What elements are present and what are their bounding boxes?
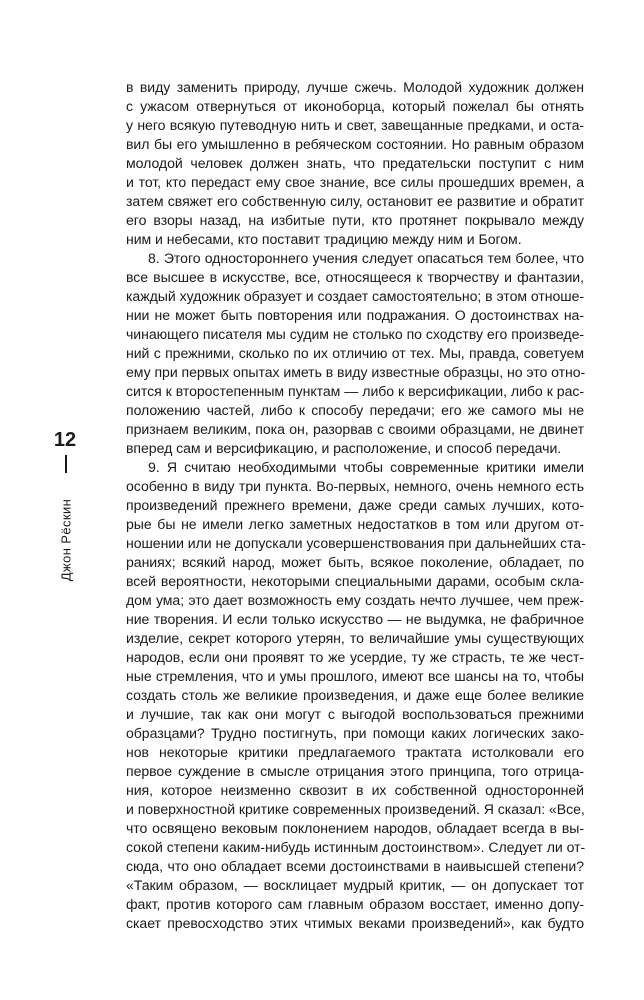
text-line: и тот, кто передаст ему свое знание, все силы прошедших времен, а: [126, 174, 584, 190]
text-line: ние творения. И если только искусство — не выдумка, не фабричное: [126, 611, 584, 627]
text-line: особенно в виду три пункта. Во-первых, немного, очень немного есть: [126, 478, 584, 494]
text-line: каждый художник образует и создает самостоятельно; в этом отноше-: [126, 288, 584, 304]
text-line: скает превосходство этих чтимых веками произведений», как будто: [126, 915, 584, 931]
text-line: и лучшие, так как они могут с выгодой воспользоваться прежними: [126, 706, 584, 722]
text-line: в виду заменить природу, лучше сжечь. Молодой художник должен: [126, 79, 584, 95]
text-line: ния, которое неизменно сквозит в их собственной односторонней: [126, 782, 584, 798]
margin-column: [46, 428, 86, 582]
text-line: раниях; всякий народ, может быть, всякое поколение, обладает, по: [126, 554, 584, 570]
text-line: вперед сам и версификацию, и расположение, и способ передачи.: [126, 440, 562, 456]
text-line: его взоры назад, на избитые пути, кто протянет покрывало между: [126, 212, 584, 228]
text-line: затем свяжет его собственную силу, остановит ее развитие и обратит: [126, 193, 584, 209]
text-line: нов некоторые критики предлагаемого трактата истолковали его: [126, 744, 584, 760]
text-line: положению частей, либо к способу передачи; его же самого мы не: [126, 402, 584, 418]
text-line: изделие, секрет которого утерян, то величайшие умы существующих: [126, 630, 584, 646]
text-line: произведений прежнего времени, даже среди самых лучших, кото-: [126, 497, 584, 513]
text-line: ему при первых опытах иметь в виду известные образцы, но это отно-: [126, 364, 586, 380]
text-line: всей вероятности, некоторыми специальными дарами, особым скла-: [126, 573, 584, 589]
text-line: у него всякую путеводную нить и свет, завещанные предками, и оста-: [126, 117, 584, 133]
paragraph-start: 9. Я считаю необходимыми чтобы современные критики имели: [148, 459, 584, 475]
text-line: образцами? Трудно постигнуть, при помощи каких логических зако-: [126, 725, 584, 741]
text-line: с ужасом отвернуться от иконоборца, который пожелал бы отнять: [126, 98, 584, 114]
text-line: признаем великим, пока он, разорвав с своими образцами, не двинет: [126, 421, 584, 437]
text-line: чинающего писателя мы судим не столько по сходству его произведе-: [126, 326, 584, 342]
text-line: ний с прежними, сколько по их отличию от тех. Мы, правда, советуем: [126, 345, 584, 361]
text-line: молодой человек должен знать, что предательски поступит с ним: [126, 155, 584, 171]
text-line: дом ума; это дает возможность ему создать нечто лучшее, чем преж-: [126, 592, 584, 608]
text-line: все высшее в искусстве, все, относящееся к творчеству и фантазии,: [126, 269, 584, 285]
text-line: и поверхностной критике современных произведений. Я сказал: «Все,: [126, 801, 585, 817]
text-line: сокой степени каким-нибудь истинным достоинством». Следует ли от-: [126, 839, 586, 855]
text-line: что освящено вековым поклонением народов, обладает всегда в вы-: [126, 820, 584, 836]
page-number: 12: [53, 429, 77, 451]
text-line: создать столь же великие произведения, и даже еще более великие: [126, 687, 584, 703]
text-line: первое суждение в смысле отрицания этого принципа, того отрица-: [126, 763, 584, 779]
running-head-author: Джон Рёскин: [58, 498, 74, 582]
text-line: «Таким образом, — восклицает мудрый критик, — он допускает тот: [126, 877, 584, 893]
text-line: факт, против которого сам главным образом восстает, именно допу-: [126, 896, 584, 912]
body-text: [126, 78, 584, 933]
text-line: сится к второстепенным пунктам — либо к версификации, либо к рас-: [126, 383, 584, 399]
paragraph-start: 8. Этого одностороннего учения следует опасаться тем более, что: [148, 250, 584, 266]
text-line: ношении или не допускали усовершенствования при дальнейших ста-: [126, 535, 586, 551]
text-line: народов, если они проявят то же усердие, ту же страсть, те же чест-: [126, 649, 584, 665]
text-line: ные стремления, что и умы прошлого, имеют все шансы на то, чтобы: [126, 668, 584, 684]
text-line: вил бы его умышленно в ребяческом состоянии. Но равным образом: [126, 136, 584, 152]
text-line: ним и небесами, кто поставит традицию между ним и Богом.: [126, 231, 522, 247]
margin-divider: [65, 455, 67, 473]
text-line: нии не может быть повторения или подражания. О достоинствах на-: [126, 307, 584, 323]
text-line: сюда, что оно обладает всеми достоинствами в наивысшей степени?: [126, 858, 584, 874]
text-line: рые бы не имели легко заметных недостатков в том или другом от-: [126, 516, 584, 532]
